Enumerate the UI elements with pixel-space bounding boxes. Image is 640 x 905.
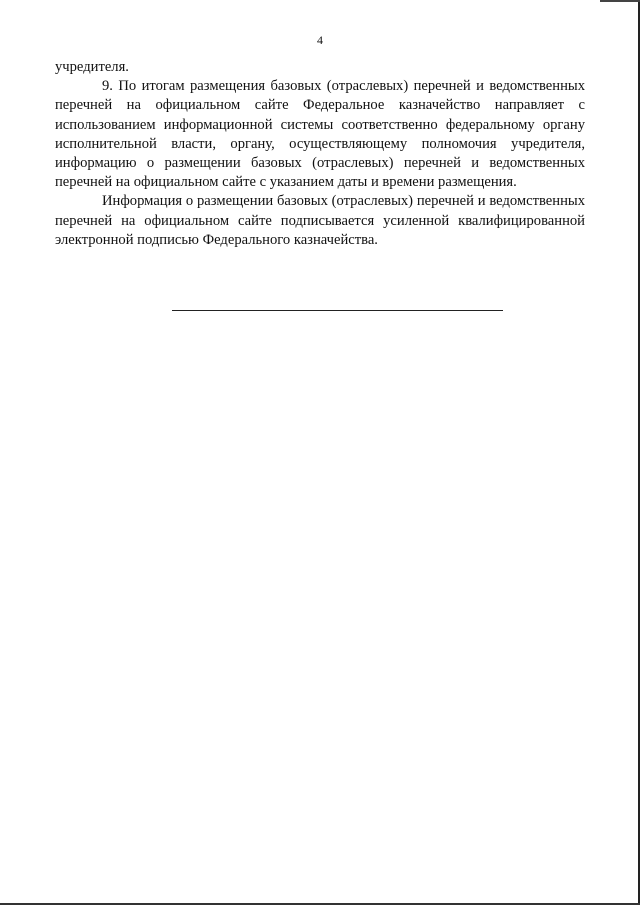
paragraph-signature-info: Информация о размещении базовых (отраслевых) перечней и ведомственных перечней на официальном сайте подписывается усиленной квалифицированной электронной подписью Федерального казначейства. — [55, 193, 585, 248]
paragraph-item-9: 9. По итогам размещения базовых (отраслевых) перечней и ведомственных перечней на официальном сайте Федеральное казначейство направляет с использованием информационной системы соответственно федеральному органу исполнительной власти, органу, осуществляющему полномочия учредителя, информацию о размещении базовых (отраслевых) перечней и ведомственных перечней на официальном сайте с указанием даты и времени размещения. — [55, 78, 585, 191]
end-of-document-divider — [172, 310, 503, 311]
document-body — [55, 58, 585, 250]
paragraph-continuation: учредителя. — [55, 59, 129, 75]
scan-edge-top — [600, 0, 640, 2]
page-number: 4 — [317, 33, 323, 47]
